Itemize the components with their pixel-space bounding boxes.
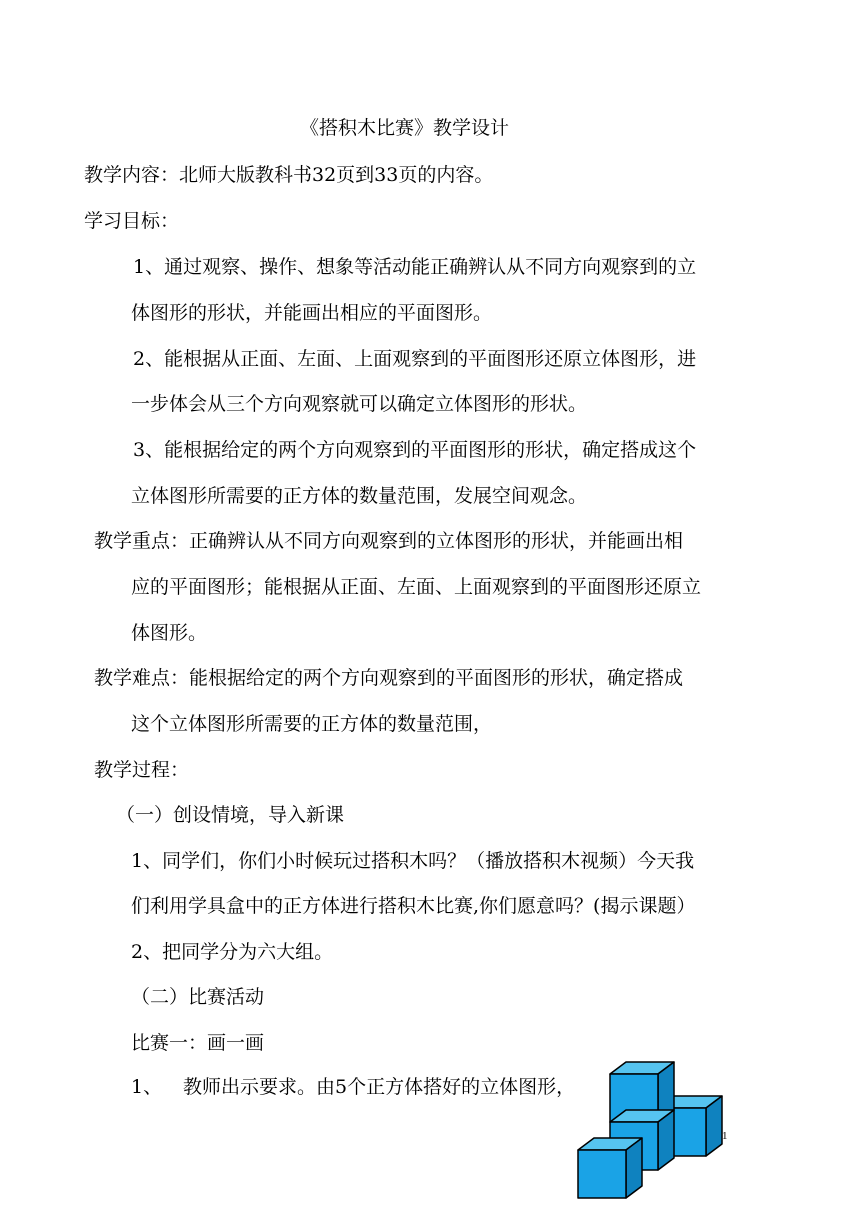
objectives-heading: 学习目标： xyxy=(84,210,180,232)
objective-3-line-2: 立体图形所需要的正方体的数量范围，发展空间观念。 xyxy=(131,485,588,507)
objective-1-line-2: 体图形的形状，并能画出相应的平面图形。 xyxy=(131,302,493,324)
section1-item-2: 们利用学具盒中的正方体进行搭积木比赛,你们愿意吗？(揭示课题） xyxy=(131,895,696,917)
cube-stack-figure xyxy=(570,1052,730,1204)
difficulties-line-2: 这个立体图形所需要的正方体的数量范围， xyxy=(131,713,493,735)
objective-2-line-1: 2、能根据从正面、左面、上面观察到的平面图形还原立体图形，进 xyxy=(133,348,697,370)
key-points-line-1: 教学重点：正确辨认从不同方向观察到的立体图形的形状，并能画出相 xyxy=(94,530,684,552)
contest1-item-number: 1、 xyxy=(131,1076,163,1098)
section1-item-3: 2、把同学分为六大组。 xyxy=(131,941,334,963)
objective-1-line-1: 1、通过观察、操作、想象等活动能正确辨认从不同方向观察到的立 xyxy=(133,256,697,278)
page-number: 1 xyxy=(722,1130,728,1142)
contest1-item-text: 教师出示要求。由5个正方体搭好的立体图形， xyxy=(183,1076,576,1098)
key-points-line-2: 应的平面图形；能根据从正面、左面、上面观察到的平面图形还原立 xyxy=(131,576,702,598)
page-title: 《搭积木比赛》教学设计 xyxy=(300,117,510,139)
difficulties-line-1: 教学难点：能根据给定的两个方向观察到的平面图形的形状，确定搭成 xyxy=(94,667,684,689)
section1-item-1: 1、同学们，你们小时候玩过搭积木吗？（播放搭积木视频）今天我 xyxy=(131,850,695,872)
cube-front-left-front-face xyxy=(578,1150,626,1198)
section2-heading: （二）比赛活动 xyxy=(131,986,265,1008)
objective-3-line-1: 3、能根据给定的两个方向观察到的平面图形的形状，确定搭成这个 xyxy=(133,439,697,461)
content-line: 教学内容：北师大版教科书32页到33页的内容。 xyxy=(84,164,494,186)
contest1-heading: 比赛一：画一画 xyxy=(131,1032,265,1054)
objective-2-line-2: 一步体会从三个方向观察就可以确定立体图形的形状。 xyxy=(131,393,588,415)
section1-heading: （一）创设情境，导入新课 xyxy=(116,804,345,826)
key-points-line-3: 体图形。 xyxy=(131,622,208,644)
process-heading: 教学过程： xyxy=(94,759,190,781)
